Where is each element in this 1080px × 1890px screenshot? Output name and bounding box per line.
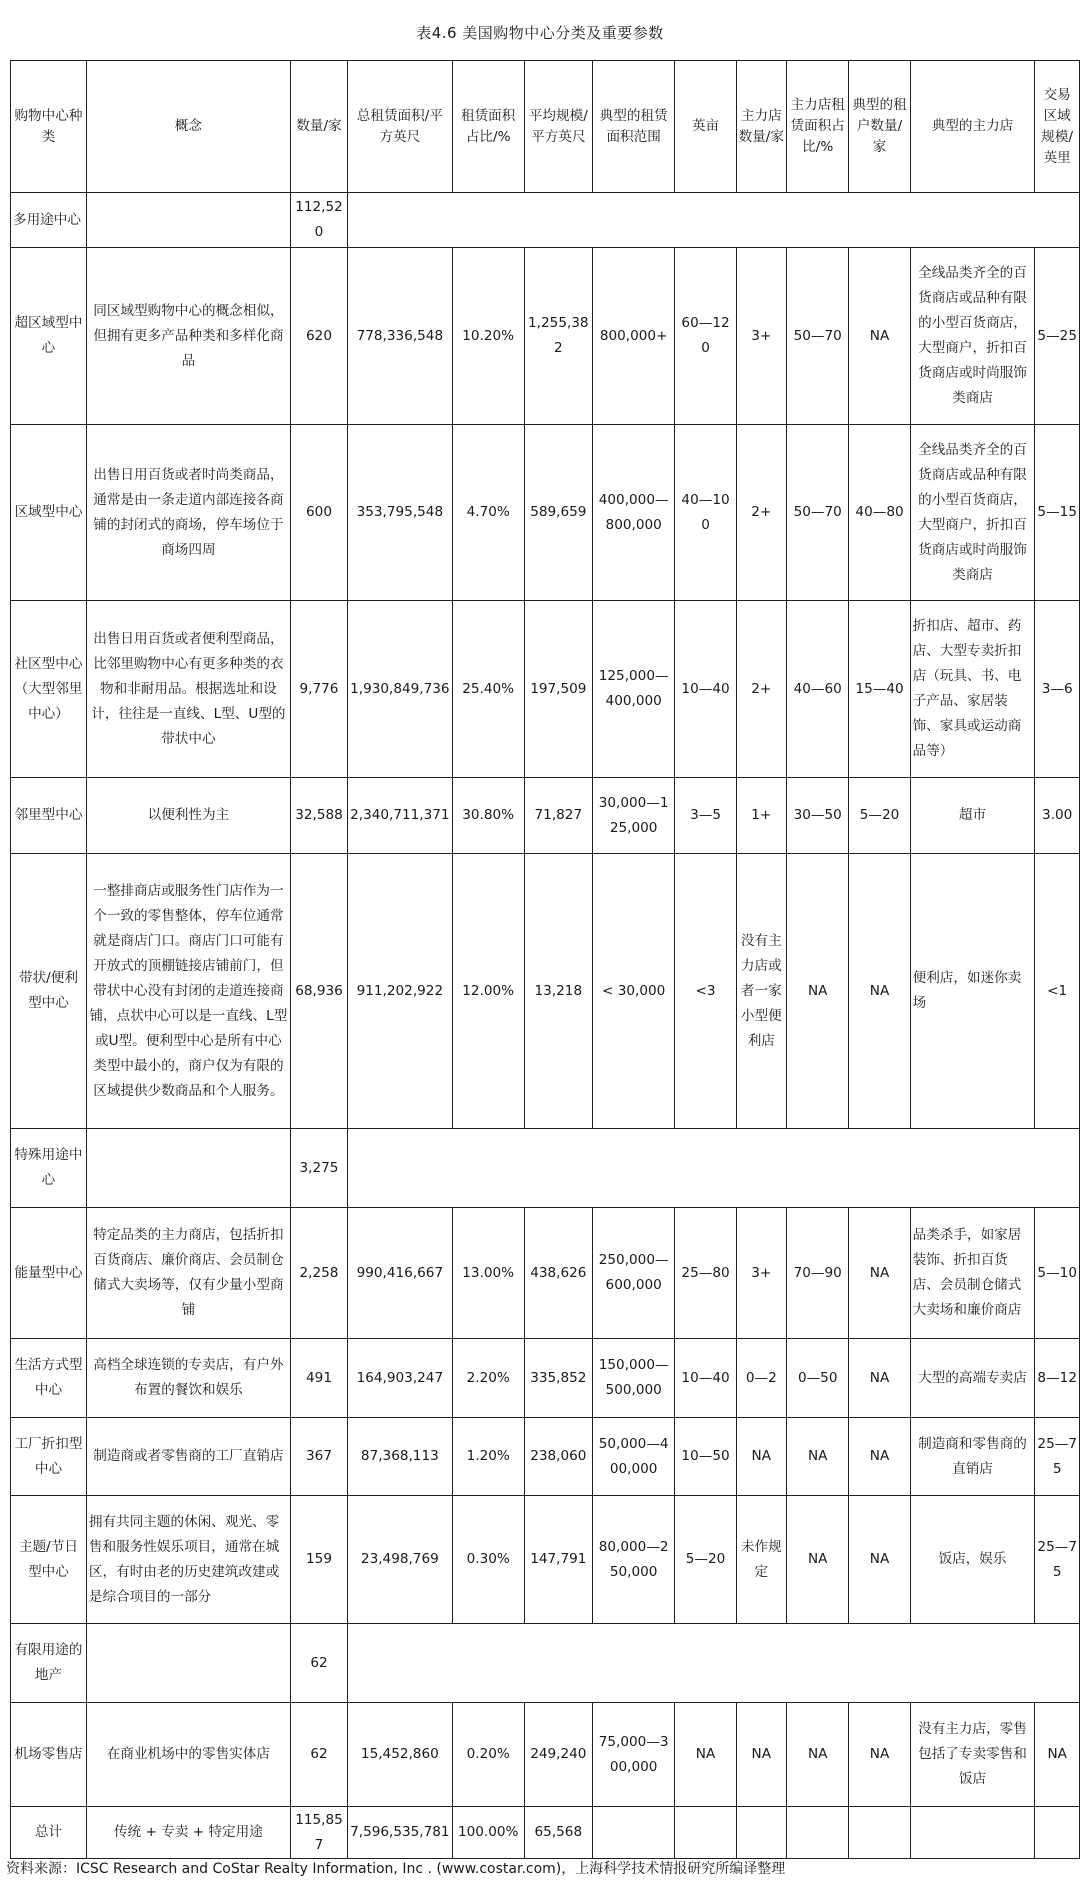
- category-cell: 总计: [11, 1807, 87, 1859]
- category-cell: 邻里型中心: [11, 778, 87, 854]
- count-cell: 112,520: [290, 193, 347, 248]
- anchor-count-cell: 3+: [736, 248, 786, 425]
- header-cell: 概念: [86, 61, 290, 193]
- concept-cell: 出售日用百货或者时尚类商品，通常是由一条走道内部连接各商铺的封闭式的商场，停车场位于商场四周: [86, 425, 290, 601]
- acres-cell: [675, 1807, 736, 1859]
- table-row: [11, 425, 1080, 601]
- count-cell: 62: [290, 1624, 347, 1703]
- tenant-count-cell: NA: [849, 248, 910, 425]
- anchor-count-cell: 未作规定: [736, 1496, 786, 1624]
- anchor-share-cell: 30—50: [787, 778, 849, 854]
- avg-size-cell: 13,218: [524, 854, 592, 1129]
- area-range-cell: 80,000—250,000: [592, 1496, 675, 1624]
- anchor-type-cell: 制造商和零售商的直销店: [910, 1418, 1035, 1496]
- table-row: [11, 1339, 1080, 1418]
- trade-area-cell: NA: [1035, 1703, 1080, 1807]
- avg-size-cell: 238,060: [524, 1418, 592, 1496]
- trade-area-cell: 3—6: [1035, 601, 1080, 778]
- area-share-cell: 2.20%: [452, 1339, 524, 1418]
- area-share-cell: 30.80%: [452, 778, 524, 854]
- acres-cell: 10—50: [675, 1418, 736, 1496]
- count-cell: 32,588: [290, 778, 347, 854]
- header-cell: 主力店数量/家: [736, 61, 786, 193]
- count-cell: 600: [290, 425, 347, 601]
- anchor-type-cell: 全线品类齐全的百货商店或品种有限的小型百货商店，大型商户，折扣百货商店或时尚服饰类商店: [910, 248, 1035, 425]
- anchor-count-cell: [736, 1807, 786, 1859]
- acres-cell: <3: [675, 854, 736, 1129]
- tenant-count-cell: 15—40: [849, 601, 910, 778]
- table-row: [11, 193, 1080, 248]
- avg-size-cell: 589,659: [524, 425, 592, 601]
- header-cell: 购物中心种类: [11, 61, 87, 193]
- anchor-share-cell: 70—90: [787, 1208, 849, 1339]
- acres-cell: 60—120: [675, 248, 736, 425]
- anchor-count-cell: NA: [736, 1703, 786, 1807]
- area-share-cell: 1.20%: [452, 1418, 524, 1496]
- header-cell: 平均规模/平方英尺: [524, 61, 592, 193]
- count-cell: 62: [290, 1703, 347, 1807]
- area-range-cell: 800,000+: [592, 248, 675, 425]
- anchor-type-cell: 便利店，如迷你卖场: [910, 854, 1035, 1129]
- concept-cell: 出售日用百货或者便利型商品，比邻里购物中心有更多种类的衣物和非耐用品。根据选址和设计，往往是一直线、L型、U型的带状中心: [86, 601, 290, 778]
- anchor-share-cell: [787, 1807, 849, 1859]
- acres-cell: 25—80: [675, 1208, 736, 1339]
- avg-size-cell: 71,827: [524, 778, 592, 854]
- table-row: [11, 778, 1080, 854]
- anchor-count-cell: 2+: [736, 601, 786, 778]
- empty-cell: [348, 1129, 1080, 1208]
- area-share-cell: 100.00%: [452, 1807, 524, 1859]
- area-range-cell: 50,000—400,000: [592, 1418, 675, 1496]
- table-row: [11, 854, 1080, 1129]
- category-cell: 社区型中心（大型邻里中心）: [11, 601, 87, 778]
- count-cell: 68,936: [290, 854, 347, 1129]
- area-range-cell: 75,000—300,000: [592, 1703, 675, 1807]
- tenant-count-cell: NA: [849, 1703, 910, 1807]
- tenant-count-cell: 5—20: [849, 778, 910, 854]
- tenant-count-cell: NA: [849, 854, 910, 1129]
- anchor-count-cell: 3+: [736, 1208, 786, 1339]
- table-row: [11, 1624, 1080, 1703]
- area-share-cell: 12.00%: [452, 854, 524, 1129]
- total-area-cell: 911,202,922: [348, 854, 452, 1129]
- anchor-type-cell: 品类杀手，如家居装饰、折扣百货店、会员制仓储式大卖场和廉价商店: [910, 1208, 1035, 1339]
- count-cell: 115,857: [290, 1807, 347, 1859]
- header-cell: 数量/家: [290, 61, 347, 193]
- category-cell: 特殊用途中心: [11, 1129, 87, 1208]
- trade-area-cell: 3.00: [1035, 778, 1080, 854]
- anchor-share-cell: 50—70: [787, 248, 849, 425]
- table-row: [11, 1703, 1080, 1807]
- area-range-cell: 250,000—600,000: [592, 1208, 675, 1339]
- table-row: [11, 1418, 1080, 1496]
- total-area-cell: 15,452,860: [348, 1703, 452, 1807]
- concept-cell: 制造商或者零售商的工厂直销店: [86, 1418, 290, 1496]
- concept-cell: 拥有共同主题的休闲、观光、零售和服务性娱乐项目，通常在城区，有时由老的历史建筑改建或是综合项目的一部分: [86, 1496, 290, 1624]
- acres-cell: 10—40: [675, 1339, 736, 1418]
- category-cell: 有限用途的地产: [11, 1624, 87, 1703]
- header-cell: 典型的租户数量/家: [849, 61, 910, 193]
- header-cell: 典型的租赁面积范围: [592, 61, 675, 193]
- area-share-cell: 0.20%: [452, 1703, 524, 1807]
- count-cell: 9,776: [290, 601, 347, 778]
- header-cell: 总租赁面积/平方英尺: [348, 61, 452, 193]
- count-cell: 491: [290, 1339, 347, 1418]
- trade-area-cell: [1035, 1807, 1080, 1859]
- area-share-cell: 25.40%: [452, 601, 524, 778]
- empty-cell: [348, 1624, 1080, 1703]
- total-area-cell: 2,340,711,371: [348, 778, 452, 854]
- area-share-cell: 13.00%: [452, 1208, 524, 1339]
- anchor-count-cell: 2+: [736, 425, 786, 601]
- header-cell: 英亩: [675, 61, 736, 193]
- anchor-count-cell: NA: [736, 1418, 786, 1496]
- concept-cell: 一整排商店或服务性门店作为一个一致的零售整体，停车位通常就是商店门口。商店门口可能有开放式的顶棚链接店铺前门，但带状中心没有封闭的走道连接商铺，点状中心可以是一直线、L型或U型。便利型中心是所有中心类型中最小的，商户仅为有限的区域提供少数商品和个人服务。: [86, 854, 290, 1129]
- source-note: 资料来源：ICSC Research and CoStar Realty Information, Inc . (www.costar.com)，上海科学技术情报研究所编译整理: [6, 1861, 786, 1877]
- trade-area-cell: 5—25: [1035, 248, 1080, 425]
- category-cell: 工厂折扣型中心: [11, 1418, 87, 1496]
- table-row: [11, 601, 1080, 778]
- anchor-type-cell: [910, 1807, 1035, 1859]
- concept-cell: [86, 1129, 290, 1208]
- table-title: 表4.6 美国购物中心分类及重要参数: [416, 24, 664, 42]
- concept-cell: 传统 + 专卖 + 特定用途: [86, 1807, 290, 1859]
- anchor-share-cell: NA: [787, 1703, 849, 1807]
- avg-size-cell: 197,509: [524, 601, 592, 778]
- count-cell: 159: [290, 1496, 347, 1624]
- count-cell: 3,275: [290, 1129, 347, 1208]
- tenant-count-cell: NA: [849, 1496, 910, 1624]
- avg-size-cell: 438,626: [524, 1208, 592, 1339]
- total-area-cell: 778,336,548: [348, 248, 452, 425]
- table-row: [11, 1208, 1080, 1339]
- concept-cell: 高档全球连锁的专卖店，有户外布置的餐饮和娱乐: [86, 1339, 290, 1418]
- category-cell: 超区域型中心: [11, 248, 87, 425]
- total-area-cell: 164,903,247: [348, 1339, 452, 1418]
- tenant-count-cell: NA: [849, 1418, 910, 1496]
- total-area-cell: 23,498,769: [348, 1496, 452, 1624]
- trade-area-cell: 25—75: [1035, 1496, 1080, 1624]
- count-cell: 620: [290, 248, 347, 425]
- trade-area-cell: <1: [1035, 854, 1080, 1129]
- tenant-count-cell: 40—80: [849, 425, 910, 601]
- area-range-cell: 400,000—800,000: [592, 425, 675, 601]
- tenant-count-cell: [849, 1807, 910, 1859]
- table-row: [11, 1129, 1080, 1208]
- trade-area-cell: 5—15: [1035, 425, 1080, 601]
- trade-area-cell: 5—10: [1035, 1208, 1080, 1339]
- anchor-type-cell: 超市: [910, 778, 1035, 854]
- total-area-cell: 990,416,667: [348, 1208, 452, 1339]
- category-cell: 机场零售店: [11, 1703, 87, 1807]
- total-area-cell: 87,368,113: [348, 1418, 452, 1496]
- header-cell: 主力店租赁面积占比/%: [787, 61, 849, 193]
- area-range-cell: 125,000—400,000: [592, 601, 675, 778]
- acres-cell: 5—20: [675, 1496, 736, 1624]
- trade-area-cell: 25—75: [1035, 1418, 1080, 1496]
- category-cell: 主题/节日型中心: [11, 1496, 87, 1624]
- category-cell: 带状/便利型中心: [11, 854, 87, 1129]
- concept-cell: 同区域型购物中心的概念相似，但拥有更多产品种类和多样化商品: [86, 248, 290, 425]
- total-area-cell: 7,596,535,781: [348, 1807, 452, 1859]
- concept-cell: 以便利性为主: [86, 778, 290, 854]
- anchor-share-cell: 50—70: [787, 425, 849, 601]
- area-range-cell: 150,000—500,000: [592, 1339, 675, 1418]
- anchor-count-cell: 没有主力店或者一家小型便利店: [736, 854, 786, 1129]
- concept-cell: [86, 193, 290, 248]
- category-cell: 能量型中心: [11, 1208, 87, 1339]
- header-row: [11, 61, 1080, 193]
- table-row: [11, 248, 1080, 425]
- area-share-cell: 0.30%: [452, 1496, 524, 1624]
- anchor-type-cell: 没有主力店，零售包括了专卖零售和饭店: [910, 1703, 1035, 1807]
- category-cell: 生活方式型中心: [11, 1339, 87, 1418]
- anchor-share-cell: NA: [787, 1496, 849, 1624]
- concept-cell: 特定品类的主力商店，包括折扣百货商店、廉价商店、会员制仓储式大卖场等，仅有少量小型商铺: [86, 1208, 290, 1339]
- area-share-cell: 10.20%: [452, 248, 524, 425]
- anchor-count-cell: 0—2: [736, 1339, 786, 1418]
- anchor-share-cell: NA: [787, 1418, 849, 1496]
- tenant-count-cell: NA: [849, 1339, 910, 1418]
- area-share-cell: 4.70%: [452, 425, 524, 601]
- anchor-type-cell: 大型的高端专卖店: [910, 1339, 1035, 1418]
- category-cell: 多用途中心: [11, 193, 87, 248]
- empty-cell: [348, 193, 1080, 248]
- area-range-cell: 30,000—125,000: [592, 778, 675, 854]
- acres-cell: 40—100: [675, 425, 736, 601]
- avg-size-cell: 147,791: [524, 1496, 592, 1624]
- total-row: [11, 1807, 1080, 1859]
- total-area-cell: 353,795,548: [348, 425, 452, 601]
- count-cell: 2,258: [290, 1208, 347, 1339]
- shopping-center-table: [10, 60, 1080, 1859]
- anchor-share-cell: NA: [787, 854, 849, 1129]
- anchor-type-cell: 折扣店、超市、药店、大型专卖折扣店（玩具、书、电子产品、家居装饰、家具或运动商品等）: [910, 601, 1035, 778]
- avg-size-cell: 249,240: [524, 1703, 592, 1807]
- concept-cell: 在商业机场中的零售实体店: [86, 1703, 290, 1807]
- anchor-share-cell: 0—50: [787, 1339, 849, 1418]
- header-cell: 典型的主力店: [910, 61, 1035, 193]
- avg-size-cell: 1,255,382: [524, 248, 592, 425]
- anchor-count-cell: 1+: [736, 778, 786, 854]
- area-range-cell: < 30,000: [592, 854, 675, 1129]
- concept-cell: [86, 1624, 290, 1703]
- area-range-cell: [592, 1807, 675, 1859]
- avg-size-cell: 335,852: [524, 1339, 592, 1418]
- trade-area-cell: 8—12: [1035, 1339, 1080, 1418]
- table-row: [11, 1496, 1080, 1624]
- acres-cell: 10—40: [675, 601, 736, 778]
- tenant-count-cell: NA: [849, 1208, 910, 1339]
- category-cell: 区域型中心: [11, 425, 87, 601]
- acres-cell: 3—5: [675, 778, 736, 854]
- anchor-type-cell: 全线品类齐全的百货商店或品种有限的小型百货商店，大型商户，折扣百货商店或时尚服饰类商店: [910, 425, 1035, 601]
- header-cell: 交易区域规模/英里: [1035, 61, 1080, 193]
- anchor-share-cell: 40—60: [787, 601, 849, 778]
- header-cell: 租赁面积占比/%: [452, 61, 524, 193]
- avg-size-cell: 65,568: [524, 1807, 592, 1859]
- total-area-cell: 1,930,849,736: [348, 601, 452, 778]
- anchor-type-cell: 饭店，娱乐: [910, 1496, 1035, 1624]
- count-cell: 367: [290, 1418, 347, 1496]
- acres-cell: NA: [675, 1703, 736, 1807]
